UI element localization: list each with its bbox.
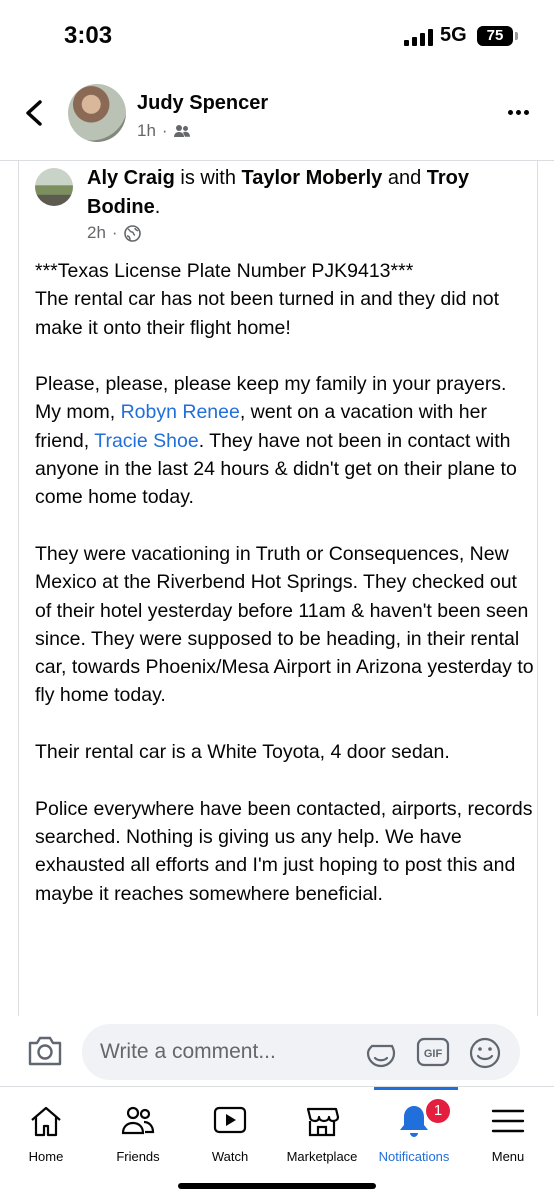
- sticker-icon[interactable]: [364, 1036, 398, 1070]
- menu-icon: [490, 1103, 526, 1139]
- globe-icon: [124, 225, 141, 242]
- tab-menu[interactable]: [462, 1087, 554, 1177]
- tab-friends[interactable]: [92, 1087, 184, 1177]
- text-run: . They have not been in contact with anyone in the last 24 hours & didn't get on their plane to come home today.: [35, 429, 517, 509]
- tab-label: Notifications: [378, 1149, 450, 1164]
- comment-bar: [0, 1016, 554, 1086]
- text-run: Please, please, please keep my family in your prayers. My mom,: [35, 373, 507, 424]
- emoji-icon[interactable]: [468, 1036, 502, 1070]
- post-paragraph: They were vacationing in Truth or Consequences, New Mexico at the Riverbend Hot Springs. They checked out of their hotel yesterday before 11am & haven't been seen since. They were supposed to be heading, in their rental car, towards Phoenix/Mesa Airport in Arizona yesterday to fly home today.: [35, 542, 534, 707]
- watch-icon: [212, 1103, 248, 1139]
- tagged-person[interactable]: Taylor Moberly: [241, 167, 383, 189]
- avatar[interactable]: [68, 84, 126, 142]
- meta-separator: ·: [161, 121, 168, 140]
- shared-post: [18, 160, 538, 1016]
- friends-icon: [120, 1103, 156, 1139]
- tab-label: Watch: [211, 1149, 249, 1164]
- tagged-person[interactable]: Troy Bodine: [87, 167, 470, 218]
- post-headline: [87, 164, 527, 222]
- post-meta: [137, 121, 190, 141]
- period: .: [154, 196, 161, 218]
- friends-audience-icon: [174, 124, 190, 138]
- post-header: [0, 72, 554, 161]
- battery-tip: [515, 32, 518, 40]
- poster-name[interactable]: Judy Spencer: [137, 92, 269, 114]
- status-bar: [0, 0, 554, 72]
- home-icon: [28, 1103, 64, 1139]
- tab-label: Menu: [491, 1149, 525, 1164]
- marketplace-icon: [304, 1103, 340, 1139]
- post-paragraph: Police everywhere have been contacted, airports, records searched. Nothing is giving us any help. We have exhausted all efforts and I'm just hoping to post this and maybe it reaches somewhere beneficial.: [35, 797, 533, 905]
- post-time: 2h: [87, 223, 106, 242]
- gif-icon[interactable]: [416, 1037, 450, 1067]
- author-name[interactable]: Aly Craig: [87, 167, 175, 189]
- home-indicator: [178, 1183, 376, 1189]
- bottom-tab-bar: [0, 1086, 554, 1201]
- more-options-button[interactable]: [508, 110, 529, 115]
- battery-level: 75: [486, 27, 504, 44]
- post-time: 1h: [137, 121, 156, 140]
- post-paragraph: [35, 370, 535, 511]
- tab-label: Friends: [116, 1149, 160, 1164]
- avatar[interactable]: [35, 168, 73, 206]
- post-paragraph: [35, 257, 535, 342]
- post-meta: [87, 223, 141, 243]
- tab-marketplace[interactable]: [276, 1087, 368, 1177]
- mention-link[interactable]: Tracie Shoe: [94, 429, 199, 452]
- tab-home[interactable]: [0, 1087, 92, 1177]
- notification-badge: 1: [424, 1097, 452, 1125]
- plate-line: ***Texas License Plate Number PJK9413***: [35, 260, 414, 282]
- text-run: , went on a vacation with her friend,: [35, 401, 487, 452]
- tab-watch[interactable]: [184, 1087, 276, 1177]
- rental-line: The rental car has not been turned in and they did not make it onto their flight home!: [35, 288, 499, 339]
- post-paragraph: Their rental car is a White Toyota, 4 door sedan.: [35, 741, 450, 764]
- battery-icon: [477, 26, 513, 46]
- back-arrow-icon[interactable]: [20, 98, 48, 128]
- signal-icon: [404, 28, 433, 46]
- meta-separator: ·: [111, 223, 118, 242]
- svg-text:GIF: GIF: [423, 1048, 443, 1060]
- with-text: is with: [174, 167, 242, 189]
- network-label: 5G: [440, 24, 467, 46]
- camera-icon[interactable]: [26, 1034, 64, 1068]
- status-time: 3:03: [64, 22, 113, 49]
- mention-link[interactable]: Robyn Renee: [120, 401, 240, 424]
- post-body: [35, 257, 535, 936]
- tab-notifications[interactable]: [368, 1087, 460, 1177]
- comment-input[interactable]: [82, 1024, 520, 1080]
- tab-label: Marketplace: [286, 1149, 358, 1164]
- tab-label: Home: [28, 1149, 64, 1164]
- and-text: and: [382, 167, 427, 189]
- comment-placeholder: Write a comment...: [100, 1040, 276, 1063]
